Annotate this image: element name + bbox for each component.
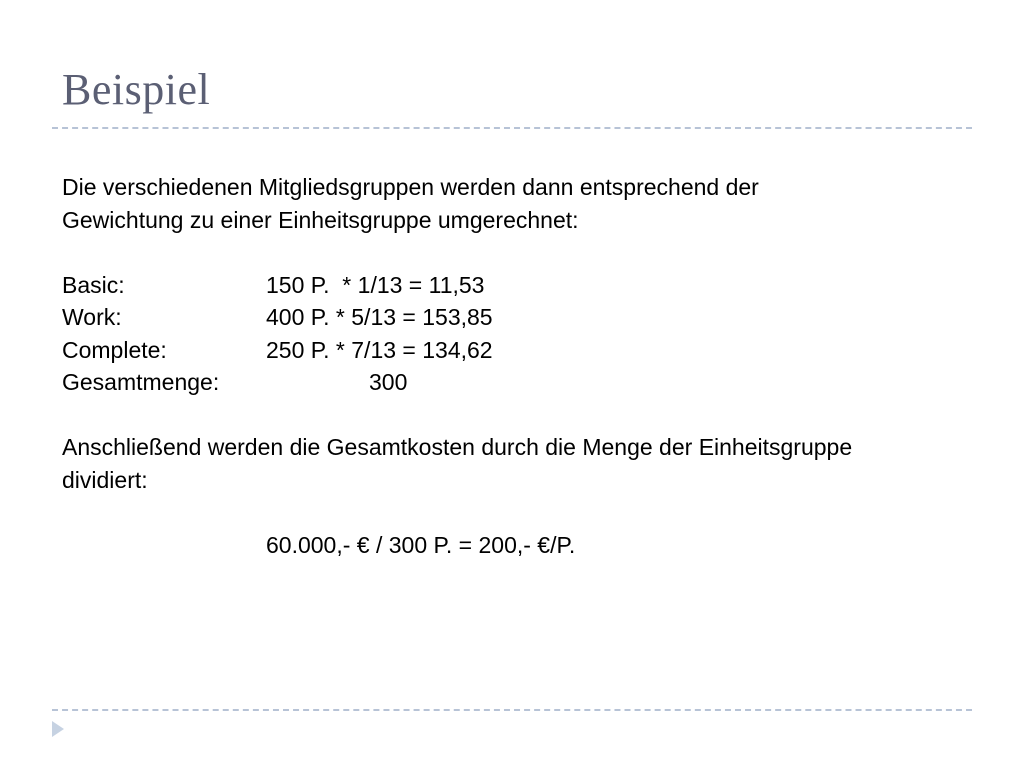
slide-title: Beispiel <box>62 65 211 114</box>
spacer <box>62 236 972 269</box>
calc-value: 150 P. * 1/13 = 11,53 <box>266 271 485 298</box>
spacer <box>62 399 972 432</box>
calc-label: Basic: <box>62 271 125 298</box>
calc-row-complete <box>62 334 972 367</box>
calc-row-basic <box>62 269 972 302</box>
calc-row-work <box>62 301 972 334</box>
calc-value: 300 <box>369 369 408 395</box>
calc-value: 400 P. * 5/13 = 153,85 <box>266 304 493 330</box>
spacer <box>62 496 972 529</box>
intro-line-2: Gewichtung zu einer Einheitsgruppe umgerechnet: <box>62 206 579 233</box>
calc-label: Complete: <box>62 336 167 363</box>
calc-label: Work: <box>62 304 122 330</box>
conclusion-line-2: dividiert: <box>62 466 148 493</box>
slide-body <box>62 171 972 561</box>
calc-value: 250 P. * 7/13 = 134,62 <box>266 336 493 363</box>
result-formula: 60.000,- € / 300 P. = 200,- €/P. <box>266 531 576 558</box>
calc-label: Gesamtmenge: <box>62 369 220 395</box>
intro-line-1: Die verschiedenen Mitgliedsgruppen werden dann entsprechend der <box>62 174 759 200</box>
calc-row-total <box>62 366 972 399</box>
triangle-right-icon[interactable] <box>48 719 68 739</box>
footer-divider <box>52 709 972 711</box>
conclusion-line-1: Anschließend werden die Gesamtkosten durch die Menge der Einheitsgruppe <box>62 434 853 460</box>
title-divider <box>52 127 972 129</box>
